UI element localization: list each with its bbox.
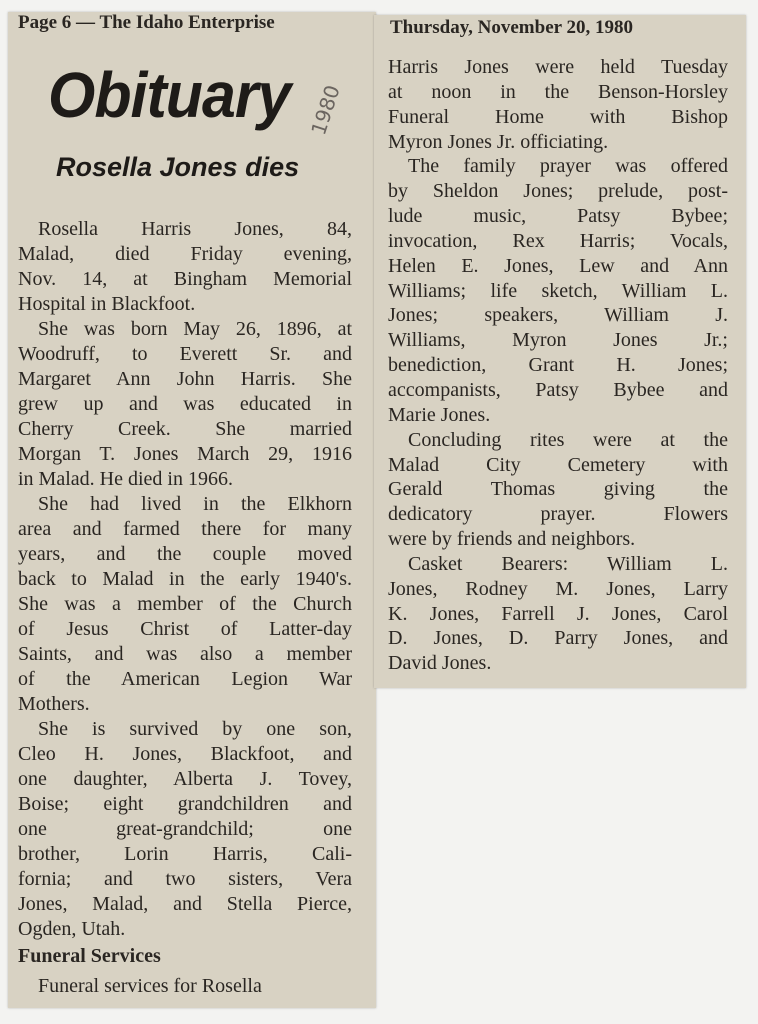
article-paragraph [388,428,728,552]
right-article-column [388,55,728,676]
text-line: Mothers. [18,693,90,715]
text-line: Rosella Harris Jones, 84, [38,218,352,240]
text-line: Williams; life sketch, William L. [388,279,728,302]
article-paragraph [18,317,352,492]
text-line: Margaret Ann John Harris. She [18,368,352,390]
text-line: She is survived by one son, [38,718,352,740]
text-line: Cleo H. Jones, Blackfoot, and [18,743,352,765]
text-line: Williams, Myron Jones Jr.; [388,329,728,352]
text-line: Ogden, Utah. [18,918,126,940]
text-line: D. Jones, D. Parry Jones, and [388,627,728,650]
text-line: Cherry Creek. She married [18,418,352,440]
text-line: years, and the couple moved [18,543,352,565]
text-line: Boise; eight grandchildren and [18,793,352,815]
text-line: one great-grandchild; one [18,818,352,840]
date-header: Thursday, November 20, 1980 [390,17,633,38]
text-line: of Jesus Christ of Latter-day [18,618,352,640]
text-line: dedicatory prayer. Flowers [388,503,728,526]
text-line: Funeral Home with Bishop [388,105,728,128]
page-header: Page 6 — The Idaho Enterprise [18,12,275,33]
text-line: Funeral services for Rosella [38,975,262,997]
text-line: Jones, Malad, and Stella Pierce, [18,893,352,915]
text-line: lude music, Patsy Bybee; [388,205,728,228]
text-line: brother, Lorin Harris, Cali- [18,843,352,865]
article-paragraph [18,217,352,317]
text-line: Hospital in Blackfoot. [18,293,196,315]
text-line: one daughter, Alberta J. Tovey, [18,768,352,790]
text-line: benediction, Grant H. Jones; [388,354,728,377]
headline: Rosella Jones dies [56,152,300,182]
funeral-services-subhead: Funeral Services [18,945,161,967]
text-line: invocation, Rex Harris; Vocals, [388,229,728,252]
text-line: grew up and was educated in [18,393,352,415]
text-line: She was born May 26, 1896, at [38,318,352,340]
article-paragraph [18,717,352,942]
text-line: David Jones. [388,652,492,675]
text-line: of the American Legion War [18,668,352,690]
text-line: Marie Jones. [388,403,491,426]
text-line: Malad, died Friday evening, [18,243,352,265]
article-paragraph [388,154,728,427]
text-line: Jones; speakers, William J. [388,304,728,327]
text-line: Concluding rites were at the [408,428,728,451]
article-paragraph [388,55,728,154]
section-title: Obituary [48,59,291,131]
text-line: Saints, and was also a member [18,643,352,665]
text-line: fornia; and two sisters, Vera [18,868,352,890]
text-line: Morgan T. Jones March 29, 1916 [18,443,352,465]
text-line: Helen E. Jones, Lew and Ann [388,254,728,277]
text-line: accompanists, Patsy Bybee and [388,378,728,401]
left-article-column [18,217,352,999]
text-line: Malad City Cemetery with [388,453,728,476]
text-line: in Malad. He died in 1966. [18,468,233,490]
text-line: Gerald Thomas giving the [388,478,728,501]
text-line: K. Jones, Farrell J. Jones, Carol [388,602,728,625]
article-paragraph [388,552,728,676]
handwritten-year: 1980 [306,82,345,138]
text-line: were by friends and neighbors. [388,528,636,551]
text-line: area and farmed there for many [18,518,352,540]
text-line: by Sheldon Jones; prelude, post- [388,180,728,203]
text-line: Harris Jones were held Tuesday [388,56,728,78]
text-line: The family prayer was offered [408,155,728,178]
text-line: back to Malad in the early 1940's. [18,568,352,590]
text-line: Nov. 14, at Bingham Memorial [18,268,352,290]
text-line: She was a member of the Church [18,593,352,615]
text-line: at noon in the Benson-Horsley [388,80,728,103]
text-line: Woodruff, to Everett Sr. and [18,343,352,365]
text-line: Casket Bearers: William L. [408,552,728,575]
text-line: Jones, Rodney M. Jones, Larry [388,577,728,600]
text-line: She had lived in the Elkhorn [38,493,352,515]
article-paragraph [18,492,352,717]
text-line: Myron Jones Jr. officiating. [388,130,609,153]
